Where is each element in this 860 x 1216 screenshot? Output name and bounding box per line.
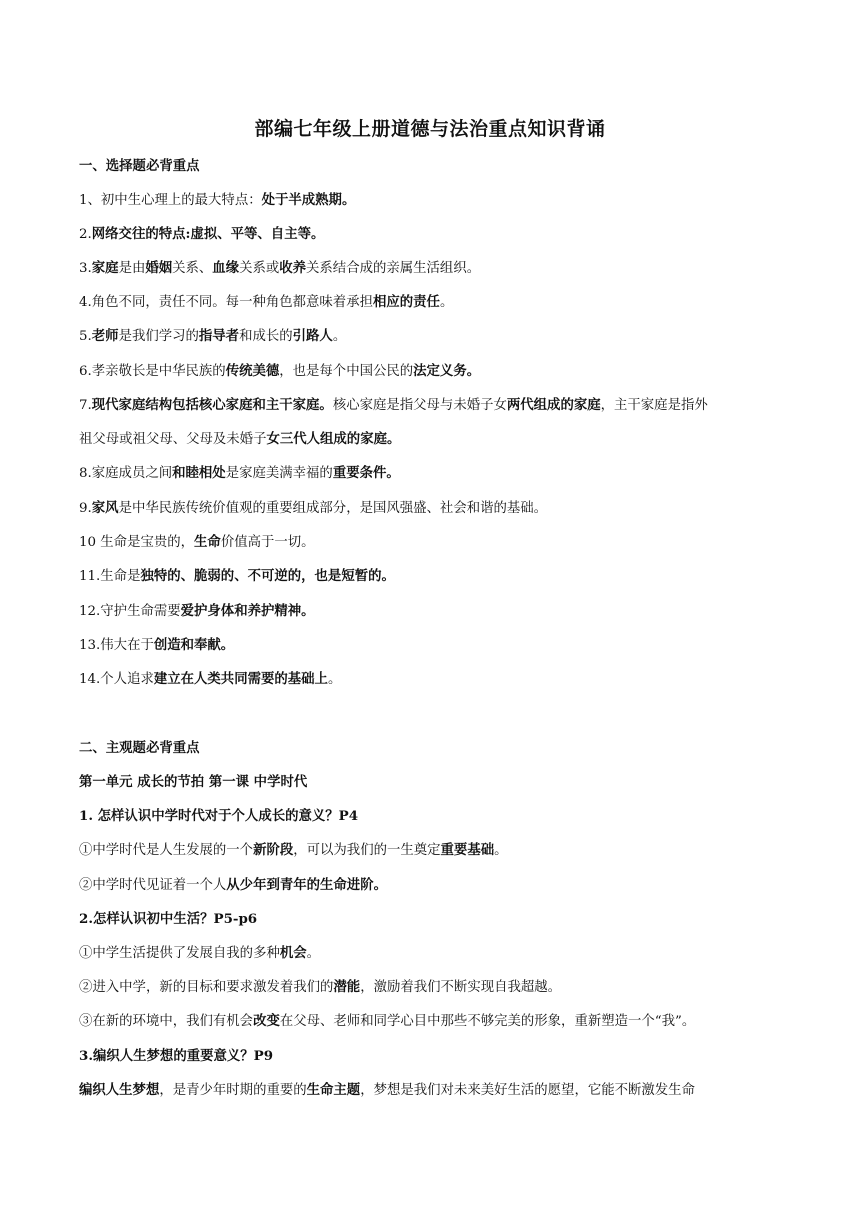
text-segment: 5. [79, 329, 92, 344]
item-7 [79, 395, 789, 416]
bold-text: 2.怎样认识初中生活？P5-p6 [79, 911, 258, 927]
bold-text: 建立在人类共同需要的基础上 [153, 671, 328, 687]
bold-text: 从少年到青年的生命进阶。 [226, 877, 387, 893]
item-13 [79, 635, 789, 656]
text-segment: 13.伟大在于 [79, 638, 154, 653]
bold-text: 家庭 [91, 260, 119, 276]
q1-point-1 [79, 840, 789, 861]
text-segment: 6.孝亲敬长是中华民族的 [79, 364, 226, 379]
bold-text: 创造和奉献。 [153, 637, 235, 653]
text-segment: ②中学时代见证着一个人 [79, 878, 227, 893]
bold-text: 改变 [253, 1013, 280, 1029]
text-segment: ，可以为我们的一生奠定 [293, 843, 441, 858]
bold-text: 一、选择题必背重点 [79, 158, 200, 174]
unit-heading [79, 772, 789, 793]
bold-text: 两代组成的家庭 [506, 397, 601, 413]
bold-text: 爱护身体和养护精神。 [180, 603, 315, 619]
bold-text: 3.编织人生梦想的重要意义？P9 [79, 1048, 274, 1064]
text-segment: 价值高于一切。 [220, 535, 315, 550]
text-segment: 8.家庭成员之间 [79, 466, 173, 481]
text-segment: 9. [79, 501, 92, 516]
item-14 [79, 669, 789, 690]
text-segment: ，是青少年时期的重要的 [159, 1083, 307, 1098]
q1-point-2 [79, 875, 789, 896]
document-title: 部编七年级上册道德与法治重点知识背诵 [254, 118, 606, 140]
bold-text: 指导者 [198, 328, 240, 344]
bold-text: 第一单元 成长的节拍 第一课 中学时代 [79, 774, 308, 790]
bold-text: 婚姻 [145, 260, 173, 276]
text-segment: 关系结合成的亲属生活组织。 [306, 261, 481, 276]
bold-text: 传统美德 [225, 363, 280, 379]
section-heading-2 [79, 738, 789, 759]
q2-point-3 [79, 1011, 789, 1032]
section-heading-1 [79, 156, 789, 177]
text-segment: ②进入中学，新的目标和要求激发着我们的 [79, 980, 334, 995]
text-segment: 4.角色不同，责任不同。每一种角色都意味着承担 [79, 295, 373, 310]
bold-text: 1. 怎样认识中学时代对于个人成长的意义？P4 [79, 808, 359, 824]
item-11 [79, 566, 789, 587]
item-4 [79, 292, 789, 313]
text-segment: ，也是每个中国公民的 [279, 364, 414, 379]
item-6 [79, 361, 789, 382]
bold-text: 重要基础 [440, 842, 495, 858]
text-segment: 和成长的 [239, 329, 293, 344]
item-2 [79, 224, 789, 245]
text-segment: 11.生命是 [79, 569, 141, 584]
text-segment: 1、初中生心理上的最大特点： [79, 193, 262, 208]
bold-text: 潜能 [333, 979, 361, 995]
item-5 [79, 326, 789, 347]
question-2 [79, 909, 789, 930]
text-segment: ，激励着我们不断实现自我超越。 [360, 980, 562, 995]
text-segment: 在父母、老师和同学心目中那些不够完美的形象，重新塑造一个“我”。 [279, 1014, 696, 1029]
bold-text: 相应的责任 [372, 294, 440, 310]
bold-text: 二、主观题必背重点 [79, 740, 200, 756]
text-segment: 。 [306, 946, 321, 961]
text-segment: 。 [439, 295, 454, 310]
text-segment: 3. [79, 261, 92, 276]
text-segment: 是由 [118, 261, 146, 276]
text-segment: 是我们学习的 [118, 329, 199, 344]
text-segment: 核心家庭是指父母与未婚子女 [332, 398, 507, 413]
text-segment: 14.个人追求 [79, 672, 154, 687]
text-segment: 是中华民族传统价值观的重要组成部分，是国风强盛、社会和谐的基础。 [118, 501, 548, 516]
item-9 [79, 498, 789, 519]
question-1 [79, 806, 789, 827]
text-segment: 2. [79, 227, 92, 242]
bold-text: 现代家庭结构包括核心家庭和主干家庭。 [91, 397, 333, 413]
text-segment: 12.守护生命需要 [79, 604, 181, 619]
bold-text: 收养 [279, 260, 307, 276]
item-12 [79, 601, 789, 622]
bold-text: 机会 [279, 945, 307, 961]
bold-text: 引路人 [292, 328, 333, 344]
bold-text: 重要条件。 [332, 465, 400, 481]
item-7-cont [79, 429, 789, 450]
question-3 [79, 1046, 789, 1067]
item-1 [79, 190, 789, 211]
text-segment: ，梦想是我们对未来美好生活的愿望，它能不断激发生命 [360, 1083, 695, 1098]
q2-point-2 [79, 977, 789, 998]
bold-text: 生命主题 [306, 1082, 361, 1098]
text-segment: ③在新的环境中，我们有机会 [79, 1014, 254, 1029]
bold-text: 女三代人组成的家庭。 [266, 431, 401, 447]
text-segment: ①中学时代是人生发展的一个 [79, 843, 254, 858]
bold-text: 老师 [91, 328, 119, 344]
bold-text: 新阶段 [253, 842, 294, 858]
text-segment: ①中学生活提供了发展自我的多种 [79, 946, 280, 961]
text-segment: 是家庭美满幸福的 [225, 466, 333, 481]
bold-text: 和睦相处 [172, 465, 226, 481]
item-8 [79, 463, 789, 484]
text-segment: 关系、 [172, 261, 213, 276]
text-segment: 关系或 [239, 261, 280, 276]
bold-text: 法定义务。 [413, 363, 481, 379]
text-segment: 。 [332, 329, 347, 344]
bold-text: 生命 [194, 534, 221, 550]
bold-text: 网络交往的特点:虚拟、平等、自主等。 [91, 226, 325, 242]
bold-text: 独特的、脆弱的、不可逆的，也是短暂的。 [140, 568, 395, 584]
text-segment: 7. [79, 398, 92, 413]
text-segment: 10 生命是宝贵的， [79, 535, 195, 550]
q3-answer [79, 1080, 789, 1101]
bold-text: 处于半成熟期。 [261, 192, 356, 208]
q2-point-1 [79, 943, 789, 964]
bold-text: 编织人生梦想 [79, 1082, 160, 1098]
item-3 [79, 258, 789, 279]
bold-text: 家风 [91, 500, 119, 516]
text-segment: 祖父母或祖父母、父母及未婚子 [79, 432, 267, 447]
text-segment: 。 [494, 843, 508, 858]
item-10 [79, 532, 789, 553]
text-segment: 。 [327, 672, 342, 687]
text-segment: ，主干家庭是指外 [600, 398, 708, 413]
bold-text: 血缘 [212, 260, 240, 276]
